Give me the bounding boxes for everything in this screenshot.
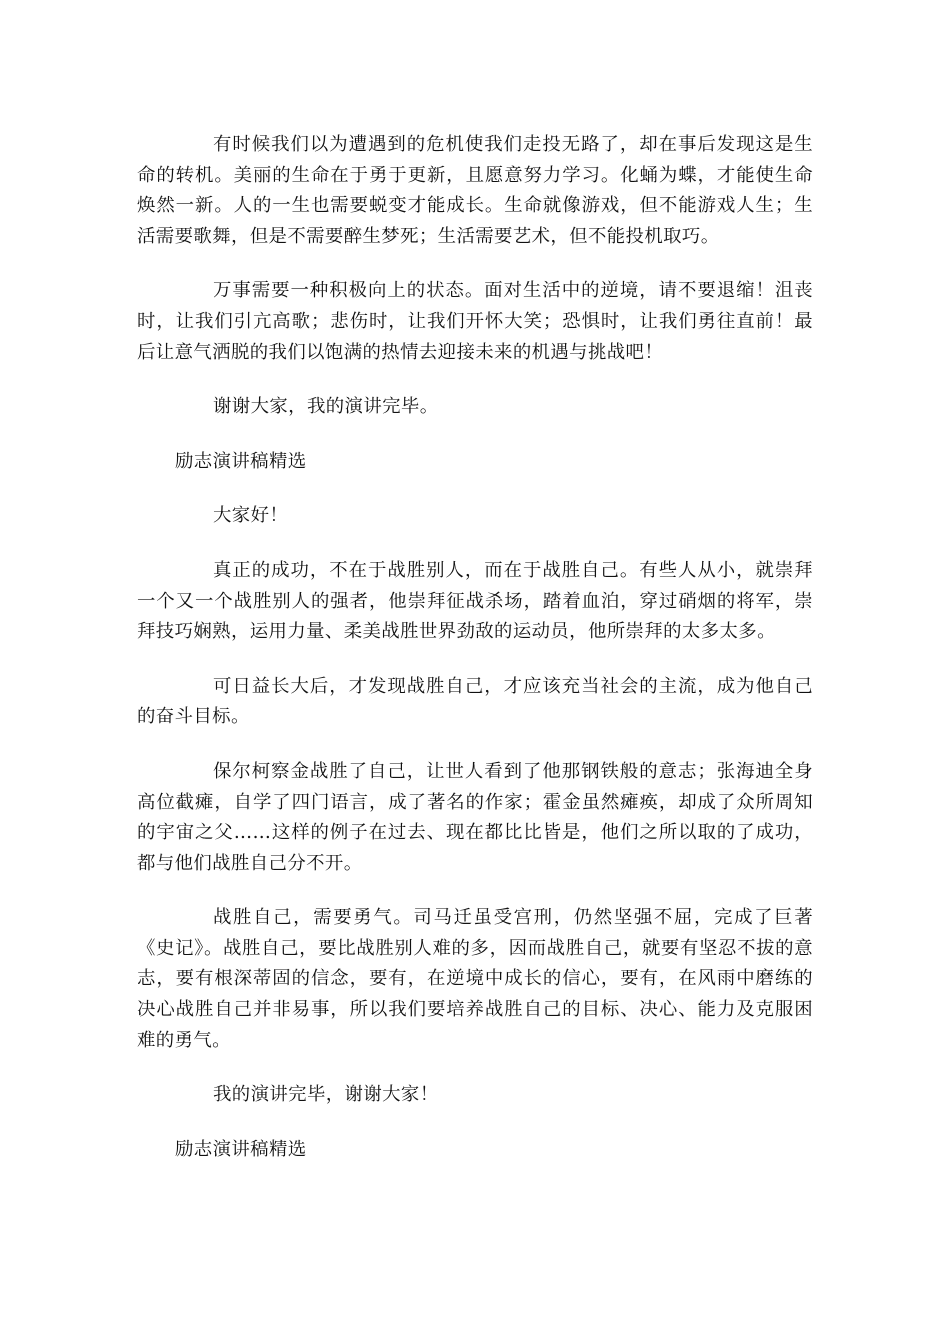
paragraph: 万事需要一种积极向上的状态。面对生活中的逆境，请不要退缩！沮丧时，让我们引亢高歌；悲伤时，让我们开怀大笑；恐惧时，让我们勇往直前！最后让意气洒脱的我们以饱满的热情去迎接未来的机遇与挑战吧！ [137, 280, 813, 363]
section-heading: 励志演讲稿精选 [175, 1138, 307, 1160]
paragraph: 保尔柯察金战胜了自己，让世人看到了他那钢铁般的意志；张海迪全身高位截瘫，自学了四门语言，成了著名的作家；霍金虽然瘫痪，却成了众所周知的宇宙之父……这样的例子在过去、现在都比比皆是，他们之所以取的了成功，都与他们战胜自己分不开。 [137, 760, 813, 874]
section-heading: 励志演讲稿精选 [175, 450, 307, 472]
paragraph: 真正的成功，不在于战胜别人，而在于战胜自己。有些人从小，就崇拜一个又一个战胜别人的强者，他崇拜征战杀场，踏着血泊，穿过硝烟的将军，崇拜技巧娴熟，运用力量、柔美战胜世界劲敌的运动员，他所崇拜的太多太多。 [137, 559, 813, 643]
paragraph: 有时候我们以为遭遇到的危机使我们走投无路了，却在事后发现这是生命的转机。美丽的生命在于勇于更新，且愿意努力学习。化蛹为蝶，才能使生命焕然一新。人的一生也需要蜕变才能成长。生命就像游戏，但不能游戏人生；生活需要歌舞，但是不需要醉生梦死；生活需要艺术，但不能投机取巧。 [137, 134, 813, 247]
document-body [137, 130, 813, 1189]
paragraph: 大家好！ [213, 505, 289, 527]
paragraph: 战胜自己，需要勇气。司马迁虽受宫刑，仍然坚强不屈，完成了巨著《史记》。战胜自己，要比战胜别人难的多，因而战胜自己，就要有坚忍不拔的意志，要有根深蒂固的信念，要有，在逆境中成长的信心，要有，在风雨中磨练的决心战胜自己并非易事，所以我们要培养战胜自己的目标、决心、能力及克服困难的勇气。 [137, 907, 813, 1051]
paragraph: 谢谢大家，我的演讲完毕。 [213, 396, 439, 418]
paragraph: 我的演讲完毕，谢谢大家！ [213, 1084, 439, 1106]
paragraph: 可日益长大后，才发现战胜自己，才应该充当社会的主流，成为他自己的奋斗目标。 [137, 675, 813, 728]
